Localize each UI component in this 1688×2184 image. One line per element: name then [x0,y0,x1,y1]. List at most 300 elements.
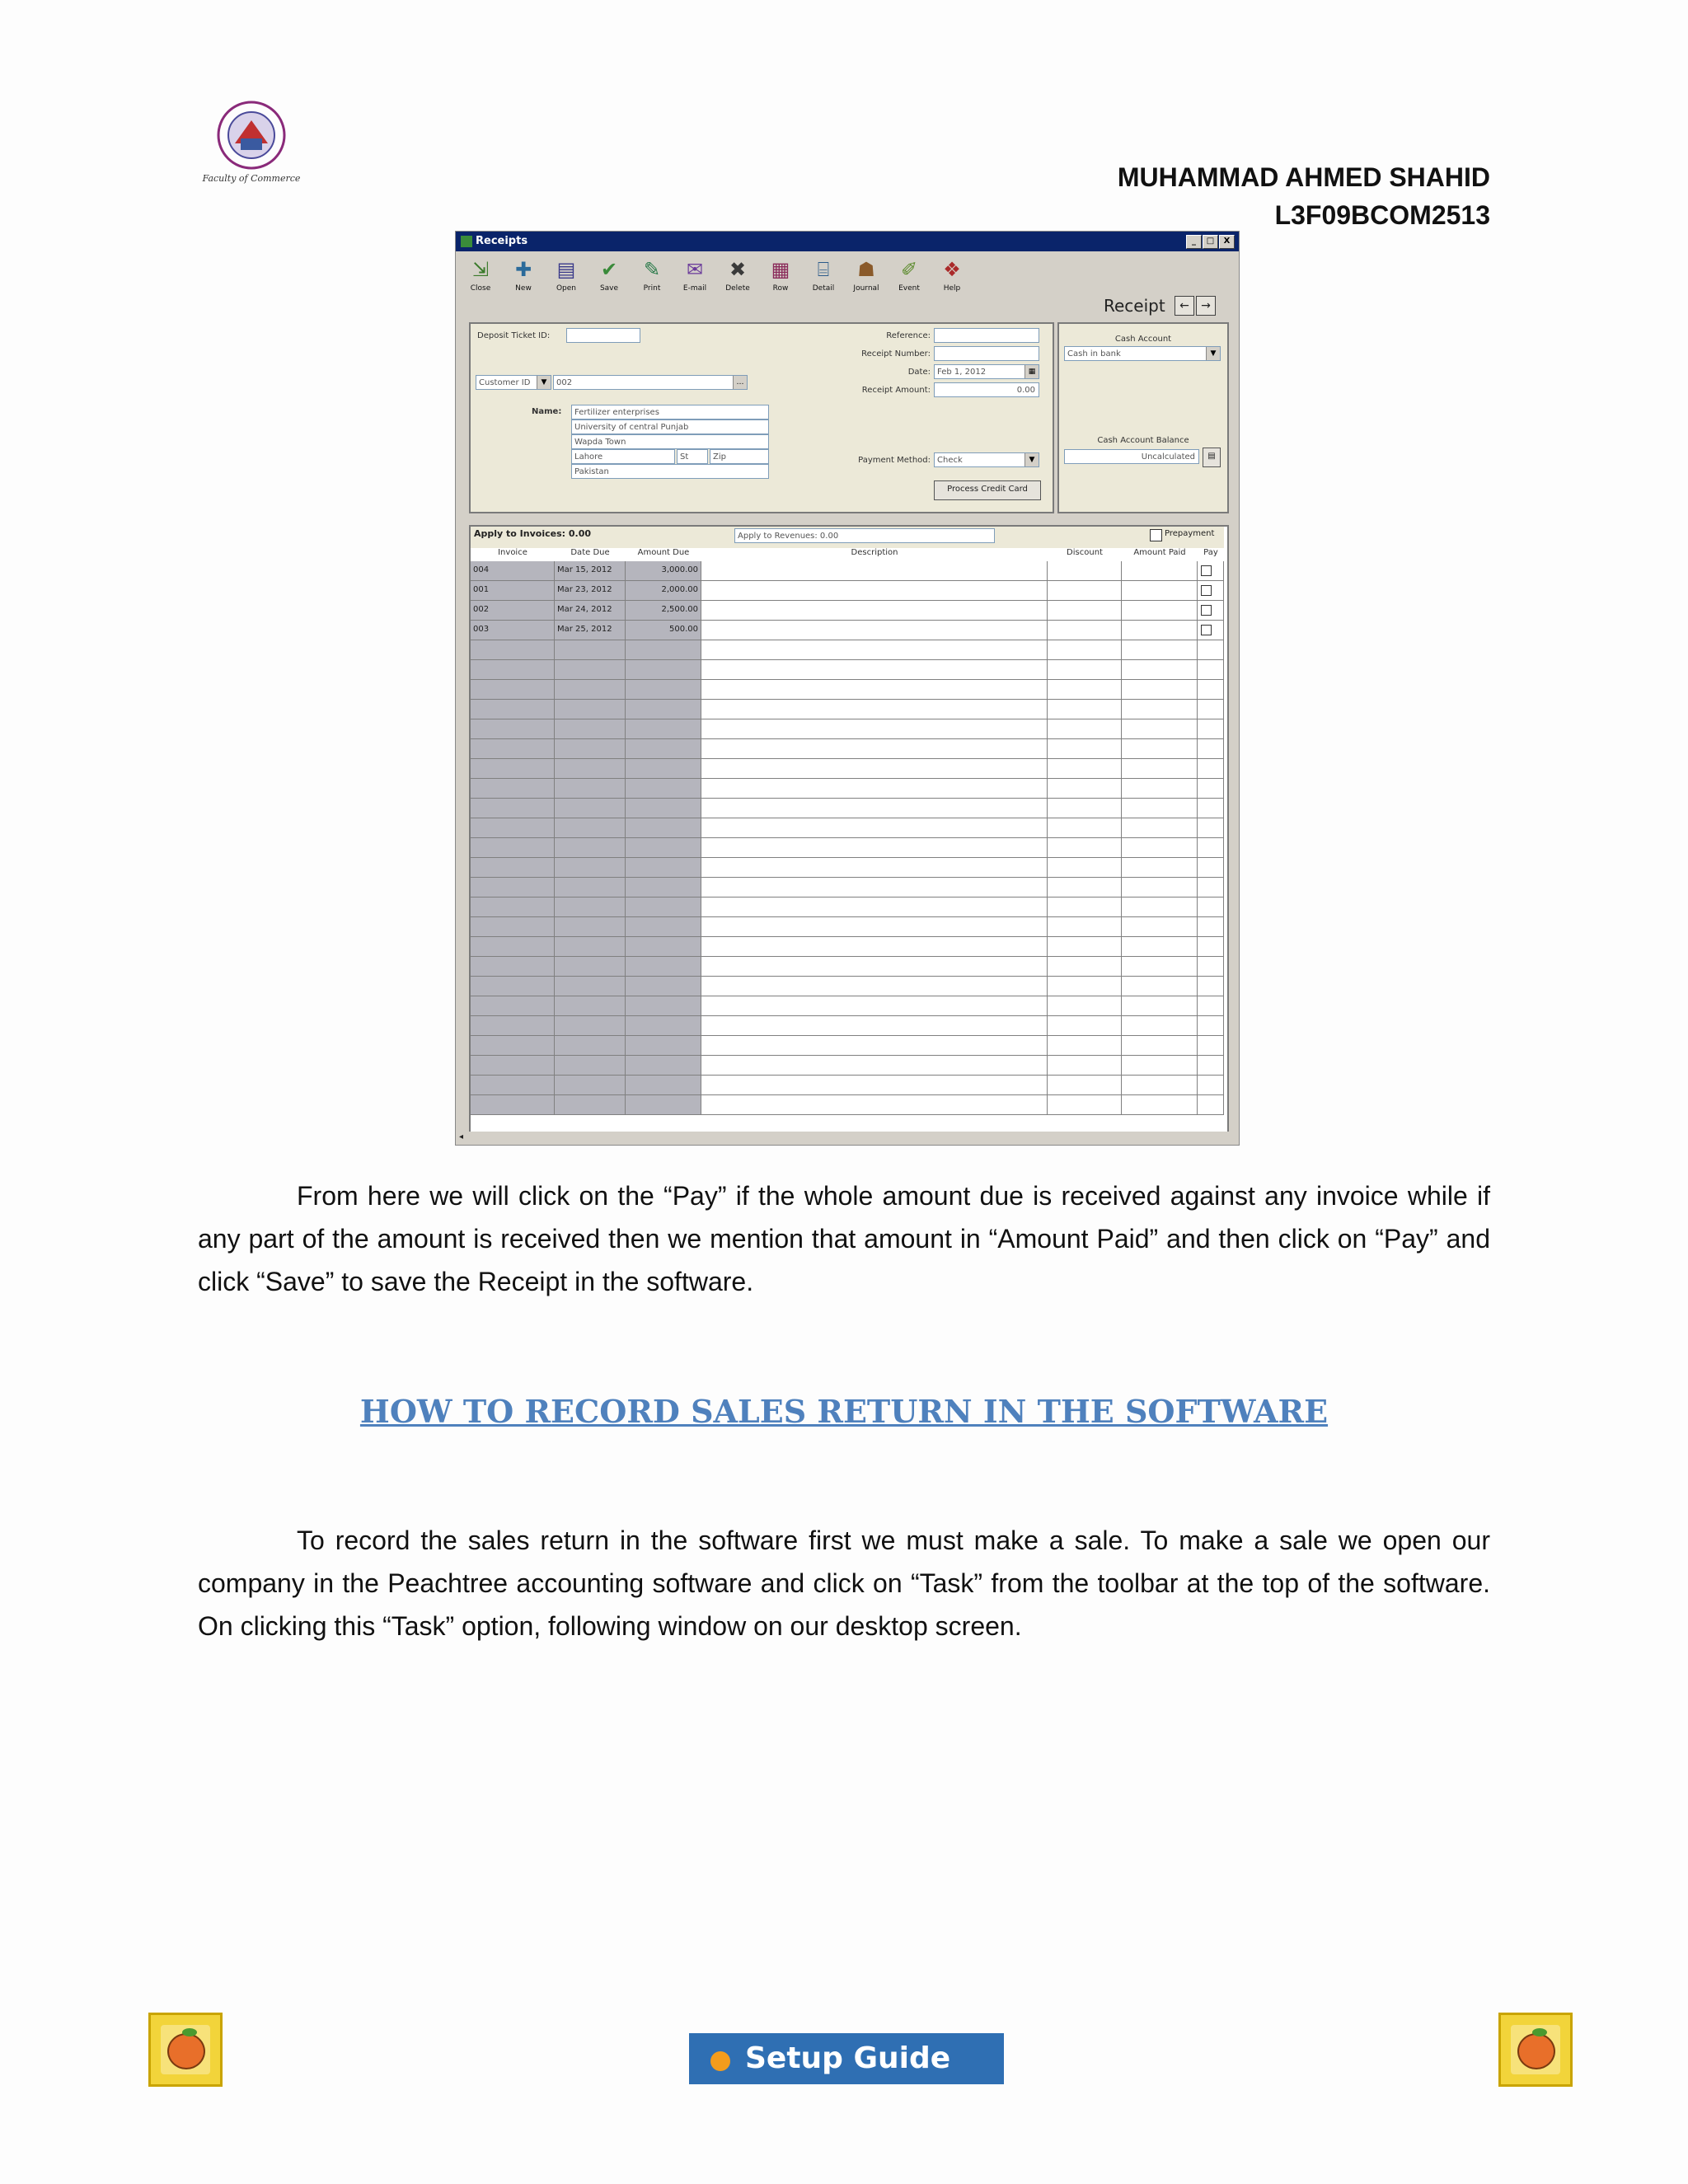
pay-checkbox[interactable] [1201,625,1212,635]
table-cell[interactable] [1048,719,1122,739]
table-cell[interactable] [1122,818,1198,838]
table-row[interactable] [471,799,1224,818]
table-cell[interactable] [1048,937,1122,957]
table-cell[interactable] [1122,937,1198,957]
table-row[interactable] [471,759,1224,779]
table-cell[interactable] [471,660,555,680]
table-cell[interactable] [555,640,626,660]
table-cell[interactable] [1122,779,1198,799]
table-row[interactable] [471,1016,1224,1036]
table-cell[interactable] [701,759,1048,779]
table-row[interactable] [471,996,1224,1016]
table-cell[interactable] [471,700,555,719]
table-cell[interactable] [1122,799,1198,818]
table-cell[interactable] [701,996,1048,1016]
table-row[interactable] [471,640,1224,660]
table-cell[interactable] [555,719,626,739]
table-cell[interactable] [555,799,626,818]
receipt-form-panel [469,322,1054,513]
table-cell[interactable] [471,1095,555,1115]
pay-cell[interactable] [1198,739,1224,759]
cell-invoice[interactable]: 002 [471,601,555,621]
pay-checkbox[interactable] [1201,565,1212,576]
table-cell[interactable] [701,937,1048,957]
table-row[interactable] [471,838,1224,858]
table-row[interactable] [471,779,1224,799]
apply-to-invoices-tab[interactable]: Apply to Invoices: 0.00 [474,528,591,539]
table-cell[interactable] [1122,858,1198,878]
chevron-down-icon: ▼ [1025,453,1039,466]
table-cell[interactable] [555,898,626,917]
pay-cell[interactable] [1198,838,1224,858]
pay-cell[interactable] [1198,660,1224,680]
table-cell[interactable] [471,739,555,759]
table-cell[interactable] [701,1076,1048,1095]
pay-cell[interactable] [1198,621,1224,640]
col-date-due: Date Due [570,548,610,557]
pay-cell[interactable] [1198,640,1224,660]
table-cell[interactable] [626,1056,701,1076]
table-row[interactable] [471,739,1224,759]
table-cell[interactable] [555,779,626,799]
table-cell[interactable] [626,996,701,1016]
table-cell[interactable] [555,1076,626,1095]
table-cell[interactable] [626,937,701,957]
table-cell[interactable] [471,878,555,898]
section-heading: HOW TO RECORD SALES RETURN IN THE SOFTWARE [359,1393,1329,1430]
table-cell[interactable] [471,680,555,700]
cell-invoice[interactable]: 001 [471,581,555,601]
table-cell[interactable] [701,878,1048,898]
table-row[interactable] [471,719,1224,739]
toolbar-event-button[interactable]: ✐ Event [891,256,927,302]
table-cell[interactable] [1122,660,1198,680]
previous-receipt-button[interactable] [1175,296,1194,316]
customer-id-selector[interactable] [476,375,551,390]
pay-cell[interactable] [1198,878,1224,898]
table-row[interactable] [471,917,1224,937]
window-titlebar [456,232,1239,251]
table-cell[interactable] [555,838,626,858]
table-cell[interactable] [471,937,555,957]
table-cell[interactable] [626,719,701,739]
arrow-left-icon: ← [1179,299,1189,312]
calculator-icon: ▤ [1207,452,1216,461]
table-cell[interactable] [555,996,626,1016]
table-cell[interactable] [1048,898,1122,917]
table-cell[interactable] [555,818,626,838]
table-cell[interactable] [1122,640,1198,660]
table-cell[interactable] [701,719,1048,739]
table-cell[interactable] [1048,640,1122,660]
table-cell[interactable] [1122,719,1198,739]
toolbar-journal-button[interactable]: ☗ Journal [853,258,879,293]
email-icon: ✉ [686,258,704,281]
table-cell[interactable] [555,660,626,680]
reference-field[interactable] [934,328,1039,343]
table-cell[interactable] [626,1095,701,1115]
table-cell[interactable] [626,640,701,660]
table-cell[interactable] [555,739,626,759]
cash-account-select[interactable]: Cash in bank ▼ [1064,346,1221,361]
col-amount-paid: Amount Paid [1133,548,1186,557]
table-cell[interactable] [1048,601,1122,621]
table-cell[interactable] [471,957,555,977]
table-cell[interactable] [471,1076,555,1095]
pay-cell[interactable] [1198,561,1224,581]
toolbar-close-button[interactable]: ⇲ Close [462,256,499,302]
app-icon [461,236,472,247]
table-cell[interactable] [1048,917,1122,937]
table-cell[interactable] [1048,996,1122,1016]
pay-cell[interactable] [1198,1056,1224,1076]
table-cell[interactable] [701,977,1048,996]
peachtree-logo-right [1498,2013,1573,2087]
table-cell[interactable] [555,977,626,996]
next-receipt-button[interactable] [1196,296,1216,316]
pay-cell[interactable] [1198,680,1224,700]
table-cell[interactable] [1048,838,1122,858]
table-cell[interactable] [1122,1036,1198,1056]
pay-cell[interactable] [1198,1095,1224,1115]
table-cell[interactable] [1048,581,1122,601]
pay-cell[interactable] [1198,601,1224,621]
city-field[interactable]: Lahore [571,449,675,464]
table-cell[interactable] [1048,977,1122,996]
pay-cell[interactable] [1198,1076,1224,1095]
table-cell[interactable] [626,660,701,680]
table-row[interactable] [471,898,1224,917]
table-cell[interactable] [701,818,1048,838]
pay-checkbox[interactable] [1201,605,1212,616]
table-cell[interactable] [626,898,701,917]
table-cell[interactable] [626,917,701,937]
date-field[interactable]: Feb 1, 2012 ▦ [934,364,1039,379]
peachtree-logo-left [148,2013,223,2087]
table-cell[interactable] [626,799,701,818]
table-cell[interactable] [626,838,701,858]
cash-account-panel [1057,322,1229,513]
cell-date-due[interactable]: Mar 25, 2012 [555,621,626,640]
table-cell[interactable] [1048,621,1122,640]
customer-id-field[interactable]: 002 … [553,375,748,390]
pay-cell[interactable] [1198,799,1224,818]
cell-amount-due[interactable]: 500.00 [626,621,701,640]
pay-cell[interactable] [1198,581,1224,601]
cell-date-due[interactable]: Mar 24, 2012 [555,601,626,621]
table-row[interactable] [471,1056,1224,1076]
table-cell[interactable] [555,937,626,957]
prepayment-checkbox[interactable] [1150,529,1162,541]
table-cell[interactable] [1048,1076,1122,1095]
table-cell[interactable] [701,581,1048,601]
setup-guide-label: Setup Guide [745,2041,951,2075]
table-cell[interactable] [1048,759,1122,779]
table-cell[interactable] [626,759,701,779]
pay-cell[interactable] [1198,1036,1224,1056]
address-line-1[interactable]: University of central Punjab [571,419,769,434]
table-cell[interactable] [1122,680,1198,700]
table-cell[interactable] [701,1056,1048,1076]
table-cell[interactable] [1122,581,1198,601]
table-cell[interactable] [471,858,555,878]
table-cell[interactable] [701,898,1048,917]
toolbar-help-button[interactable]: ❖ Help [934,256,970,302]
detail-icon: ⌸ [817,258,830,281]
close-window-button[interactable]: X [1219,235,1235,249]
toolbar-save-button[interactable]: ✔ Save [591,256,627,302]
pay-cell[interactable] [1198,957,1224,977]
table-cell[interactable] [626,1076,701,1095]
cell-amount-due[interactable]: 2,000.00 [626,581,701,601]
bullet-icon [710,2051,730,2071]
toolbar-print-button[interactable]: ✎ Print [634,256,670,302]
table-cell[interactable] [471,1056,555,1076]
table-cell[interactable] [701,621,1048,640]
cell-date-due[interactable]: Mar 23, 2012 [555,581,626,601]
table-cell[interactable] [1122,917,1198,937]
table-cell[interactable] [555,957,626,977]
table-cell[interactable] [1122,1056,1198,1076]
recalculate-balance-button[interactable] [1203,448,1221,467]
pay-cell[interactable] [1198,700,1224,719]
table-row[interactable] [471,1036,1224,1056]
process-credit-card-button[interactable]: Process Credit Card [934,480,1041,500]
pay-cell[interactable] [1198,977,1224,996]
table-cell[interactable] [555,700,626,719]
payment-method-label: Payment Method: [858,456,931,465]
table-row[interactable] [471,1095,1224,1115]
table-row[interactable] [471,700,1224,719]
table-cell[interactable] [555,858,626,878]
table-row[interactable] [471,878,1224,898]
table-cell[interactable] [1048,561,1122,581]
table-cell[interactable] [1122,957,1198,977]
table-cell[interactable] [471,838,555,858]
state-field[interactable]: St [677,449,708,464]
table-cell[interactable] [1122,601,1198,621]
table-cell[interactable] [701,660,1048,680]
table-cell[interactable] [1122,700,1198,719]
pay-cell[interactable] [1198,779,1224,799]
table-cell[interactable] [626,739,701,759]
table-cell[interactable] [471,779,555,799]
grid-rows [471,561,1224,1130]
table-row[interactable] [471,561,1224,581]
table-cell[interactable] [1122,996,1198,1016]
pay-cell[interactable] [1198,858,1224,878]
table-cell[interactable] [1048,680,1122,700]
pay-cell[interactable] [1198,818,1224,838]
table-row[interactable] [471,858,1224,878]
toolbar-row-button[interactable]: ▦ Row [762,256,799,302]
table-cell[interactable] [701,917,1048,937]
cell-amount-due[interactable]: 3,000.00 [626,561,701,581]
table-cell[interactable] [1122,759,1198,779]
table-cell[interactable] [1122,561,1198,581]
pay-cell[interactable] [1198,759,1224,779]
table-cell[interactable] [471,818,555,838]
table-cell[interactable] [626,818,701,838]
table-cell[interactable] [626,878,701,898]
cell-amount-due[interactable]: 2,500.00 [626,601,701,621]
pay-cell[interactable] [1198,898,1224,917]
table-row[interactable] [471,937,1224,957]
receipt-label: Receipt [1104,296,1165,316]
table-cell[interactable] [1048,739,1122,759]
scroll-left-icon[interactable]: ◂ [459,1132,464,1141]
table-cell[interactable] [701,838,1048,858]
cell-date-due[interactable]: Mar 15, 2012 [555,561,626,581]
table-cell[interactable] [701,680,1048,700]
table-cell[interactable] [626,700,701,719]
table-cell[interactable] [626,1036,701,1056]
table-cell[interactable] [555,759,626,779]
pay-checkbox[interactable] [1201,585,1212,596]
arrow-right-icon: → [1201,299,1211,312]
table-cell[interactable] [626,1016,701,1036]
table-cell[interactable] [555,680,626,700]
table-cell[interactable] [701,601,1048,621]
open-icon: ▤ [556,258,576,281]
table-cell[interactable] [555,1095,626,1115]
table-cell[interactable] [701,700,1048,719]
save-icon: ✔ [600,258,618,281]
pay-cell[interactable] [1198,996,1224,1016]
minimize-button[interactable]: _ [1186,235,1202,249]
country-field[interactable]: Pakistan [571,464,769,479]
toolbar-open-button[interactable]: ▤ Open [548,256,584,302]
table-cell[interactable] [471,996,555,1016]
invoice-grid [469,525,1229,1133]
table-cell[interactable] [555,1016,626,1036]
table-cell[interactable] [701,640,1048,660]
chevron-down-icon: ▼ [537,376,551,389]
window-title: Receipts [476,235,528,247]
table-cell[interactable] [1048,660,1122,680]
cell-invoice[interactable]: 003 [471,621,555,640]
address-line-2[interactable]: Wapda Town [571,434,769,449]
apply-to-revenues-tab[interactable]: Apply to Revenues: 0.00 [734,528,995,543]
name-label: Name: [532,407,562,416]
table-cell[interactable] [701,957,1048,977]
table-cell[interactable] [1048,1056,1122,1076]
table-cell[interactable] [1048,1016,1122,1036]
table-row[interactable] [471,660,1224,680]
table-cell[interactable] [1048,957,1122,977]
table-cell[interactable] [1122,739,1198,759]
table-row[interactable] [471,621,1224,640]
pay-cell[interactable] [1198,937,1224,957]
table-row[interactable] [471,581,1224,601]
payment-method-select[interactable]: Check ▼ [934,452,1039,467]
table-row[interactable] [471,818,1224,838]
table-cell[interactable] [701,1016,1048,1036]
table-cell[interactable] [471,759,555,779]
col-discount: Discount [1067,548,1103,557]
pay-cell[interactable] [1198,917,1224,937]
receipts-window [455,231,1240,1146]
receipt-number-field[interactable] [934,346,1039,361]
maximize-button[interactable]: □ [1203,235,1218,249]
table-cell[interactable] [1048,818,1122,838]
author-name: MUHAMMAD AHMED SHAHID [1117,162,1490,192]
toolbar-detail-button[interactable]: ⌸ Detail [805,256,842,302]
table-cell[interactable] [555,1036,626,1056]
table-cell[interactable] [471,719,555,739]
pay-cell[interactable] [1198,1016,1224,1036]
table-cell[interactable] [1122,878,1198,898]
table-cell[interactable] [626,779,701,799]
deposit-ticket-field[interactable] [566,328,640,343]
table-row[interactable] [471,957,1224,977]
table-row[interactable] [471,977,1224,996]
table-row[interactable] [471,1076,1224,1095]
table-cell[interactable] [701,1036,1048,1056]
grid-column-headers [471,548,1224,560]
journal-icon: ☗ [857,258,875,281]
zip-field[interactable]: Zip [710,449,769,464]
cell-invoice[interactable]: 004 [471,561,555,581]
table-cell[interactable] [471,917,555,937]
table-cell[interactable] [626,858,701,878]
table-cell[interactable] [1122,838,1198,858]
table-row[interactable] [471,680,1224,700]
table-cell[interactable] [1048,799,1122,818]
table-cell[interactable] [701,779,1048,799]
table-cell[interactable] [626,977,701,996]
toolbar-email-button[interactable]: ✉ E-mail [682,258,707,293]
help-icon: ❖ [943,258,961,281]
table-cell[interactable] [1122,621,1198,640]
table-cell[interactable] [1122,1016,1198,1036]
table-cell[interactable] [1122,977,1198,996]
table-cell[interactable] [701,1095,1048,1115]
table-cell[interactable] [555,1056,626,1076]
table-cell[interactable] [626,680,701,700]
table-cell[interactable] [1122,898,1198,917]
table-cell[interactable] [471,977,555,996]
table-cell[interactable] [701,799,1048,818]
table-cell[interactable] [1048,1036,1122,1056]
table-cell[interactable] [555,917,626,937]
cash-balance-field: Uncalculated [1064,449,1199,464]
table-cell[interactable] [471,898,555,917]
table-cell[interactable] [701,739,1048,759]
toolbar-new-button[interactable]: ✚ New [505,256,542,302]
name-field-1[interactable]: Fertilizer enterprises [571,405,769,419]
table-cell[interactable] [471,1036,555,1056]
table-cell[interactable] [1048,858,1122,878]
table-cell[interactable] [626,957,701,977]
receipt-amount-field[interactable]: 0.00 [934,382,1039,397]
table-cell[interactable] [1122,1076,1198,1095]
table-cell[interactable] [471,1016,555,1036]
pay-cell[interactable] [1198,719,1224,739]
table-cell[interactable] [701,858,1048,878]
toolbar-delete-button[interactable]: ✖ Delete [725,258,750,293]
table-cell[interactable] [1048,878,1122,898]
table-cell[interactable] [471,640,555,660]
table-cell[interactable] [701,561,1048,581]
table-cell[interactable] [1048,700,1122,719]
table-cell[interactable] [555,878,626,898]
table-cell[interactable] [1122,1095,1198,1115]
table-cell[interactable] [1048,779,1122,799]
table-cell[interactable] [1048,1095,1122,1115]
table-cell[interactable] [471,799,555,818]
table-row[interactable] [471,601,1224,621]
